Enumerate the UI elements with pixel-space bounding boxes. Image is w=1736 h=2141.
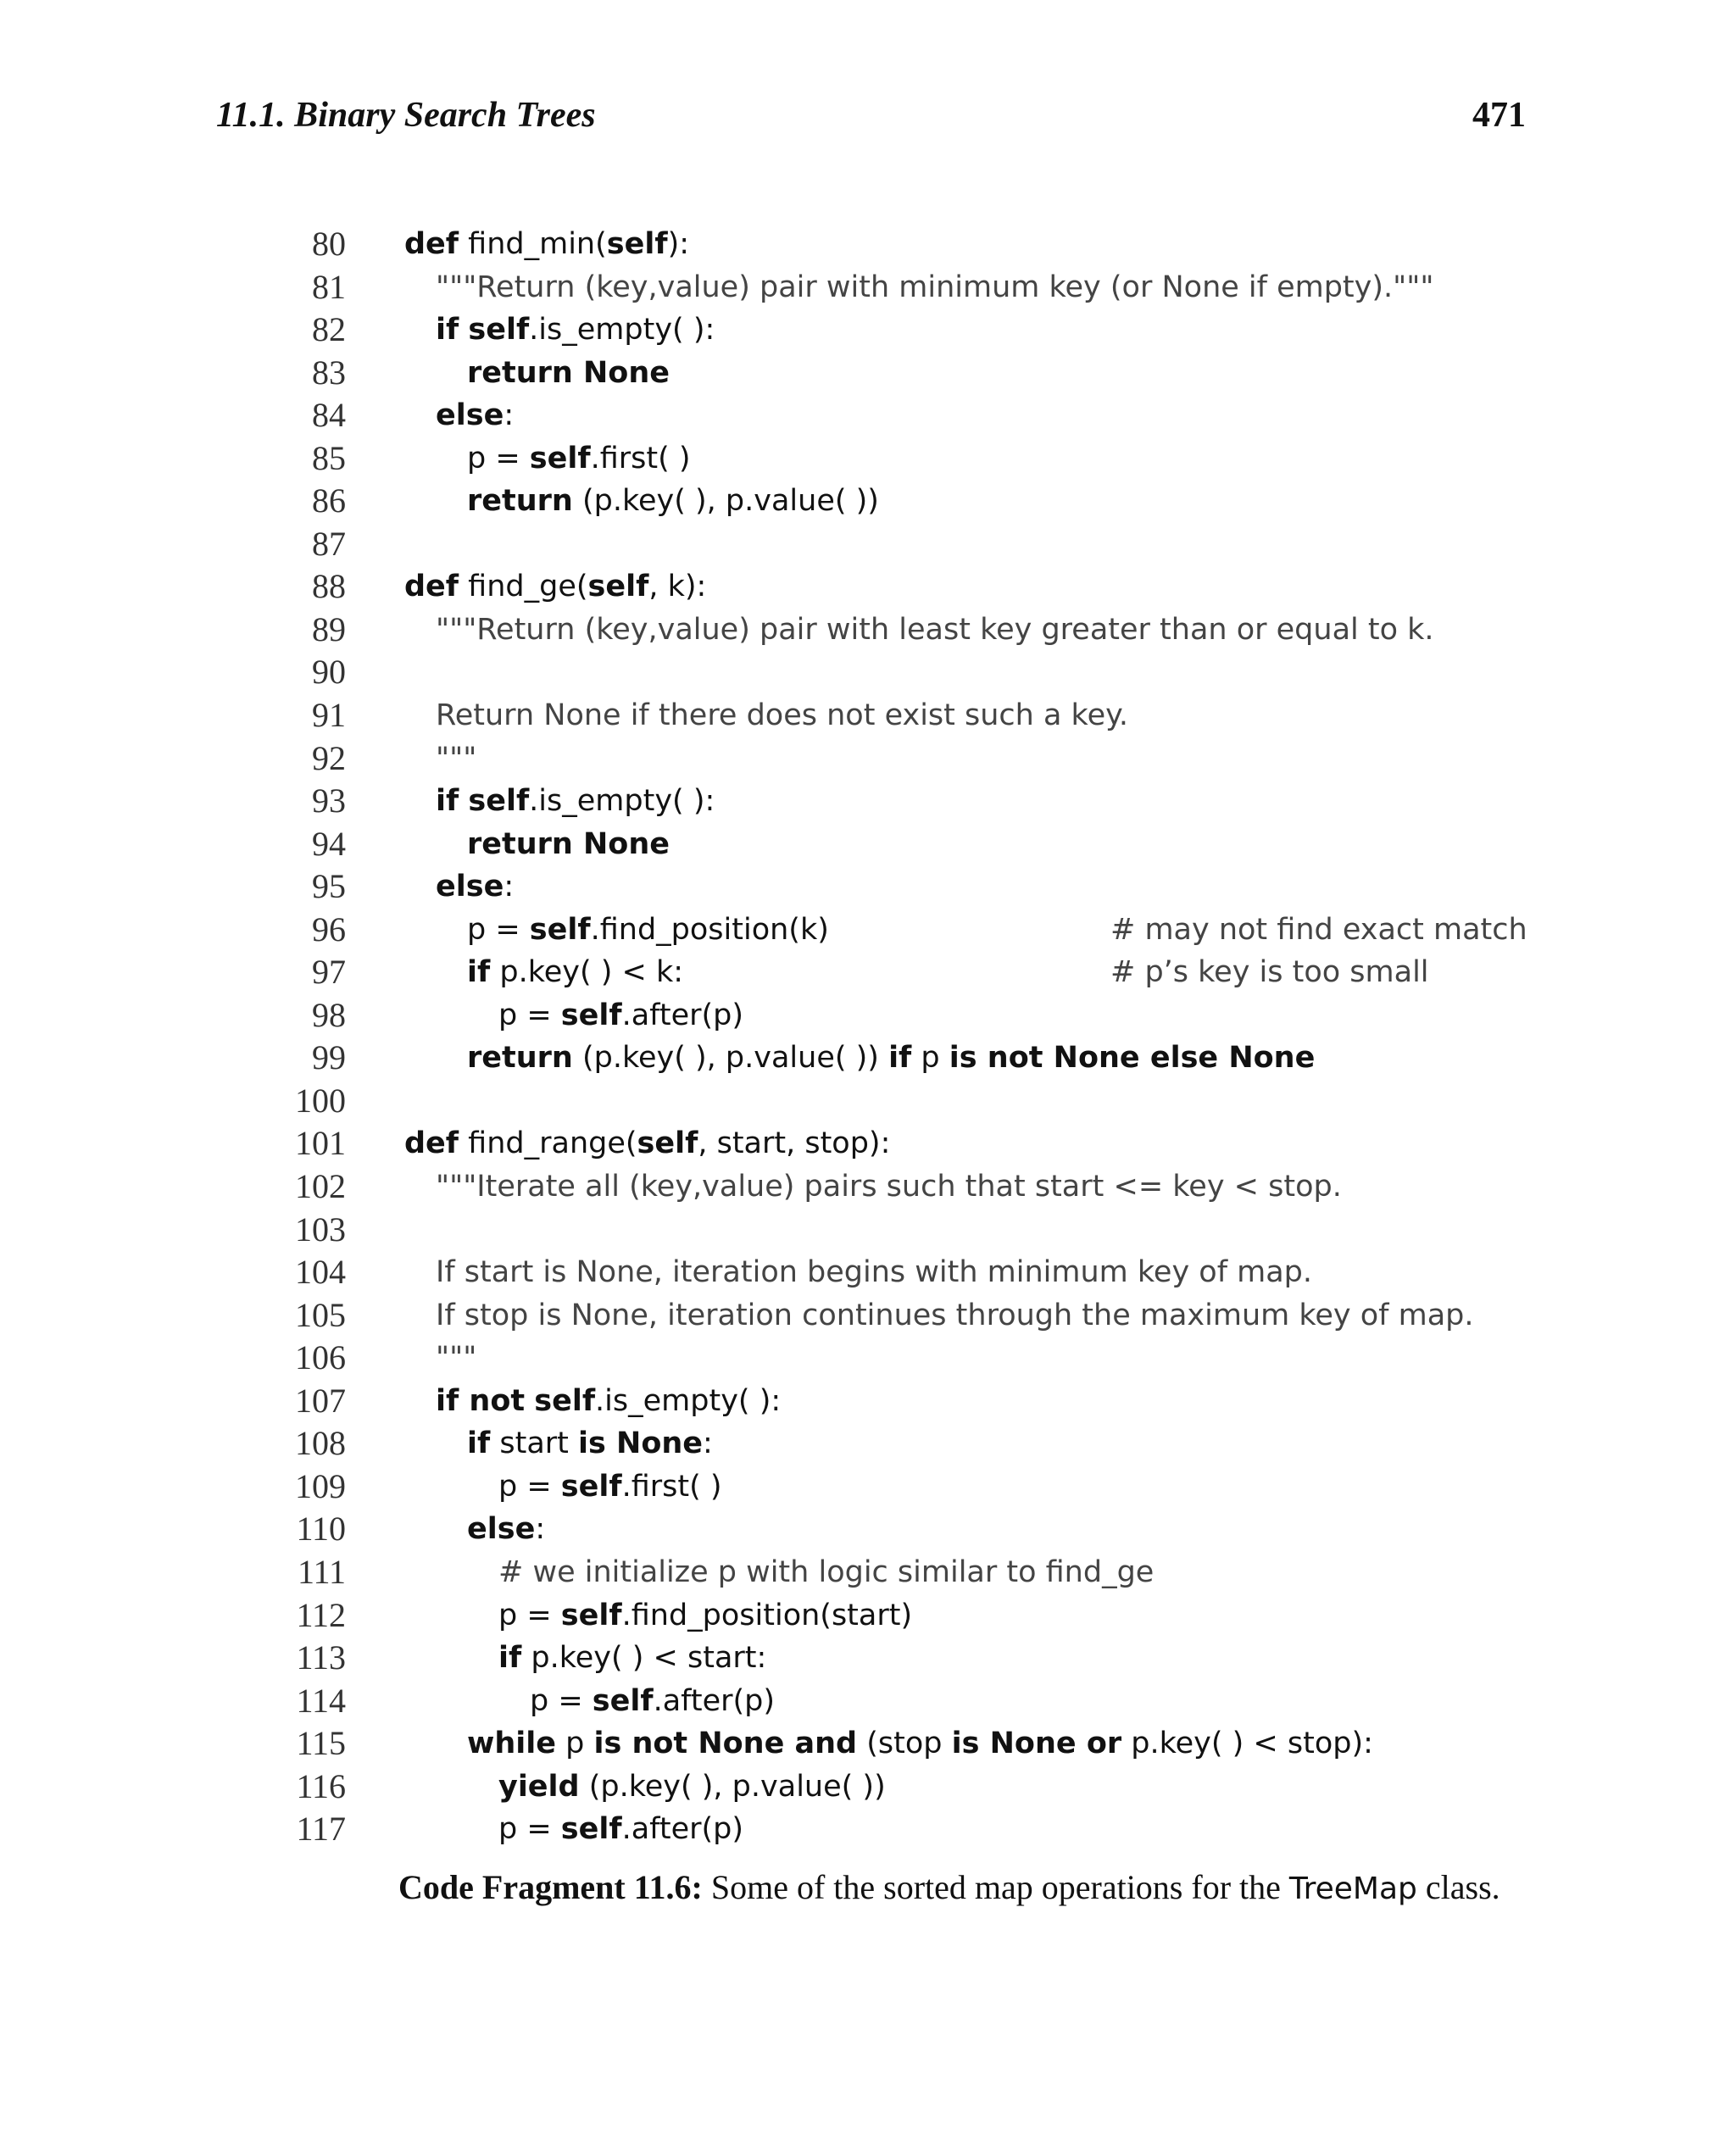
code-keyword: self: [592, 1683, 654, 1718]
code-line: [0, 1680, 1736, 1723]
line-number: 82: [312, 310, 346, 349]
code-token: .first( ): [590, 441, 691, 475]
code-string: """: [436, 1341, 477, 1376]
code-keyword: yield: [498, 1769, 580, 1804]
code-token: :: [504, 870, 515, 904]
caption-text-after: class.: [1416, 1868, 1500, 1906]
code-token: [525, 1384, 534, 1418]
line-number: 87: [312, 524, 346, 563]
code-text: [467, 352, 670, 395]
code-line: [0, 1165, 1736, 1209]
code-token: .after(p): [621, 998, 744, 1032]
line-number: 89: [312, 609, 346, 648]
code-keyword: self: [529, 441, 591, 475]
code-keyword: self: [606, 227, 668, 261]
code-token: find_range(: [459, 1126, 637, 1161]
code-line: [0, 1209, 1736, 1252]
code-line: [0, 1422, 1736, 1465]
code-token: p =: [467, 912, 530, 947]
code-text: [436, 266, 1433, 309]
code-token: [459, 784, 468, 818]
code-line: [0, 951, 1736, 994]
code-token: :: [504, 398, 515, 433]
code-token: p =: [498, 1812, 561, 1847]
code-keyword: def: [404, 570, 459, 604]
code-keyword: else: [436, 870, 504, 904]
line-number: 88: [312, 567, 346, 606]
code-token: .is_empty( ):: [529, 784, 715, 819]
code-line: [0, 1637, 1736, 1680]
code-keyword: return: [467, 1041, 573, 1076]
line-number: 86: [312, 481, 346, 520]
code-text: [436, 1294, 1474, 1337]
code-token: :: [535, 1512, 546, 1547]
code-keyword: self: [468, 784, 530, 819]
code-string: If start is None, iteration begins with minimum key of map.: [436, 1255, 1313, 1290]
line-number: 92: [312, 738, 346, 777]
code-token: [459, 313, 468, 347]
code-line: [0, 1551, 1736, 1594]
code-text: [436, 694, 1128, 737]
code-text: [436, 309, 715, 352]
code-token: .is_empty( ):: [529, 313, 715, 348]
code-text: [498, 994, 743, 1037]
code-token: , start, stop):: [698, 1126, 891, 1161]
code-keyword: def: [404, 227, 459, 261]
code-keyword: if: [467, 955, 491, 990]
caption-text-before: Some of the sorted map operations for the: [702, 1868, 1289, 1906]
line-number: 83: [312, 353, 346, 392]
code-keyword: return None: [467, 826, 670, 861]
line-number: 97: [312, 953, 346, 992]
code-keyword: return: [467, 484, 573, 519]
code-token: .after(p): [653, 1683, 776, 1718]
code-string: Return None if there does not exist such a key.: [436, 698, 1128, 733]
code-token: start: [490, 1426, 579, 1461]
line-number: 106: [295, 1338, 346, 1377]
page-number: 471: [1472, 96, 1526, 135]
code-line: [0, 694, 1736, 737]
code-line: [0, 1380, 1736, 1423]
code-line: [0, 1808, 1736, 1851]
code-keyword: self: [560, 1598, 622, 1632]
line-number: 84: [312, 396, 346, 435]
code-text: [436, 609, 1434, 652]
code-keyword: if: [498, 1641, 522, 1676]
code-text: [467, 480, 879, 523]
line-number: 101: [295, 1124, 346, 1163]
code-keyword: return None: [467, 355, 670, 390]
code-token: ):: [667, 227, 690, 261]
code-token: .find_position(k): [590, 912, 829, 947]
code-text: [436, 1337, 476, 1380]
section-title: 11.1. Binary Search Trees: [216, 96, 596, 135]
line-number: 80: [312, 225, 346, 263]
code-line: [0, 266, 1736, 309]
code-text: [436, 780, 715, 823]
code-line: [0, 437, 1736, 481]
code-text: [498, 1551, 1154, 1594]
code-line: [0, 609, 1736, 652]
code-keyword: def: [404, 1126, 459, 1161]
line-number: 115: [296, 1724, 346, 1763]
line-number: 114: [296, 1681, 346, 1720]
code-line: [0, 909, 1736, 952]
code-line: [0, 352, 1736, 395]
code-text: [404, 223, 689, 266]
code-listing: [0, 223, 1736, 1851]
code-line: [0, 651, 1736, 694]
code-keyword: if: [436, 784, 459, 819]
line-number: 94: [312, 824, 346, 863]
line-number: 103: [295, 1210, 346, 1248]
code-comment: # may not find exact match: [1110, 912, 1527, 947]
code-token: (p.key( ), p.value( )): [572, 1041, 889, 1076]
code-text: [467, 1422, 713, 1465]
code-text: [436, 1380, 781, 1423]
code-text: [467, 437, 691, 481]
code-token: .is_empty( ):: [595, 1383, 782, 1418]
code-keyword: self: [468, 313, 530, 348]
code-keyword: is not None and: [593, 1727, 858, 1761]
code-text: [467, 909, 829, 952]
code-text: [467, 1722, 1373, 1766]
line-number: 116: [296, 1766, 346, 1805]
code-keyword: self: [534, 1383, 596, 1418]
code-line: [0, 1251, 1736, 1294]
code-token: .first( ): [621, 1469, 722, 1504]
code-string: """Return (key,value) pair with minimum key (or None if empty).""": [436, 270, 1434, 304]
code-keyword: self: [637, 1126, 698, 1161]
code-line: [0, 1508, 1736, 1551]
code-keyword: else: [436, 398, 504, 433]
caption-class-name: TreeMap: [1288, 1871, 1417, 1906]
code-text: [498, 1637, 766, 1680]
code-token: p: [555, 1727, 594, 1761]
line-number: 113: [296, 1638, 346, 1677]
line-number: 111: [297, 1552, 346, 1591]
code-string: If stop is None, iteration continues through the maximum key of map.: [436, 1298, 1474, 1332]
code-keyword: self: [529, 912, 591, 947]
code-line: [0, 523, 1736, 566]
caption-label: Code Fragment 11.6:: [398, 1868, 703, 1906]
code-text: [530, 1680, 775, 1723]
code-line: [0, 1037, 1736, 1080]
code-token: .find_position(start): [621, 1598, 913, 1632]
code-text: [436, 865, 514, 909]
code-keyword: self: [560, 1812, 622, 1847]
code-text: [498, 1594, 912, 1638]
code-text: [498, 1766, 886, 1809]
code-keyword: is None or: [951, 1727, 1122, 1761]
code-string: """Return (key,value) pair with least key greater than or equal to k.: [436, 612, 1434, 647]
line-number: 110: [296, 1510, 346, 1549]
code-token: :: [703, 1426, 713, 1461]
code-token: (stop: [857, 1727, 952, 1761]
code-text: [436, 737, 476, 781]
line-number: 107: [295, 1381, 346, 1420]
code-text: [404, 565, 706, 609]
code-line: [0, 565, 1736, 609]
code-text: [404, 1122, 890, 1165]
code-keyword: is None: [578, 1426, 704, 1461]
code-line: [0, 1294, 1736, 1337]
code-token: p =: [467, 441, 530, 475]
line-number: 112: [296, 1595, 346, 1634]
code-text: [498, 1808, 743, 1851]
code-token: (p.key( ), p.value( )): [572, 484, 879, 519]
line-number: 91: [312, 696, 346, 735]
code-line: [0, 1594, 1736, 1638]
code-token: p.key( ) < stop):: [1121, 1727, 1373, 1761]
code-token: , k):: [648, 570, 707, 604]
code-token: p =: [498, 998, 561, 1032]
code-string: """Iterate all (key,value) pairs such that start <= key < stop.: [436, 1170, 1342, 1204]
code-keyword: is not None else None: [949, 1041, 1316, 1076]
code-line: [0, 1122, 1736, 1165]
code-line: [0, 223, 1736, 266]
code-line: [0, 865, 1736, 909]
code-line: [0, 780, 1736, 823]
code-line: [0, 1766, 1736, 1809]
code-line: [0, 1337, 1736, 1380]
code-text: [467, 823, 670, 866]
code-line: [0, 823, 1736, 866]
code-token: p.key( ) < start:: [521, 1641, 767, 1676]
code-keyword: if: [888, 1041, 912, 1076]
code-token: p: [911, 1041, 949, 1076]
code-keyword: self: [587, 570, 649, 604]
code-line: [0, 737, 1736, 781]
line-number: 96: [312, 909, 346, 948]
code-keyword: if not: [436, 1383, 526, 1418]
code-keyword: if: [436, 313, 459, 348]
code-comment: # p’s key is too small: [1110, 955, 1429, 990]
code-token: .after(p): [621, 1812, 744, 1847]
line-number: 90: [312, 653, 346, 692]
line-number: 117: [296, 1810, 346, 1849]
code-line: [0, 994, 1736, 1037]
code-token: (p.key( ), p.value( )): [579, 1769, 886, 1804]
line-number: 108: [295, 1424, 346, 1463]
code-token: p =: [498, 1598, 561, 1632]
code-keyword: self: [560, 1469, 622, 1504]
line-number: 81: [312, 267, 346, 306]
code-line: [0, 309, 1736, 352]
line-number: 99: [312, 1038, 346, 1077]
code-line: [0, 1465, 1736, 1509]
code-token: p =: [530, 1683, 593, 1718]
code-line: [0, 480, 1736, 523]
line-number: 93: [312, 781, 346, 820]
line-number: 95: [312, 867, 346, 906]
code-text: [467, 951, 683, 994]
code-line: [0, 1722, 1736, 1766]
code-text: [436, 1165, 1342, 1209]
line-number: 105: [295, 1295, 346, 1334]
code-token: p =: [498, 1469, 561, 1504]
line-number: 85: [312, 438, 346, 477]
code-text: [467, 1508, 545, 1551]
code-keyword: while: [467, 1727, 556, 1761]
code-token: p.key( ) < k:: [490, 955, 684, 990]
line-number: 104: [295, 1253, 346, 1292]
line-number: 100: [295, 1081, 346, 1120]
code-text: [467, 1037, 1315, 1080]
code-text: [436, 394, 514, 437]
line-number: 102: [295, 1167, 346, 1206]
code-text: [436, 1251, 1312, 1294]
line-number: 98: [312, 995, 346, 1034]
code-string: """: [436, 741, 477, 776]
code-token: find_ge(: [459, 570, 588, 604]
code-caption: [398, 1867, 1500, 1907]
code-keyword: else: [467, 1512, 536, 1547]
code-keyword: if: [467, 1426, 491, 1461]
code-text: [498, 1465, 722, 1509]
line-number: 109: [295, 1466, 346, 1505]
code-line: [0, 1080, 1736, 1123]
code-keyword: self: [560, 998, 622, 1032]
code-token: find_min(: [459, 227, 607, 261]
code-line: [0, 394, 1736, 437]
code-string: # we initialize p with logic similar to find_ge: [498, 1554, 1155, 1589]
